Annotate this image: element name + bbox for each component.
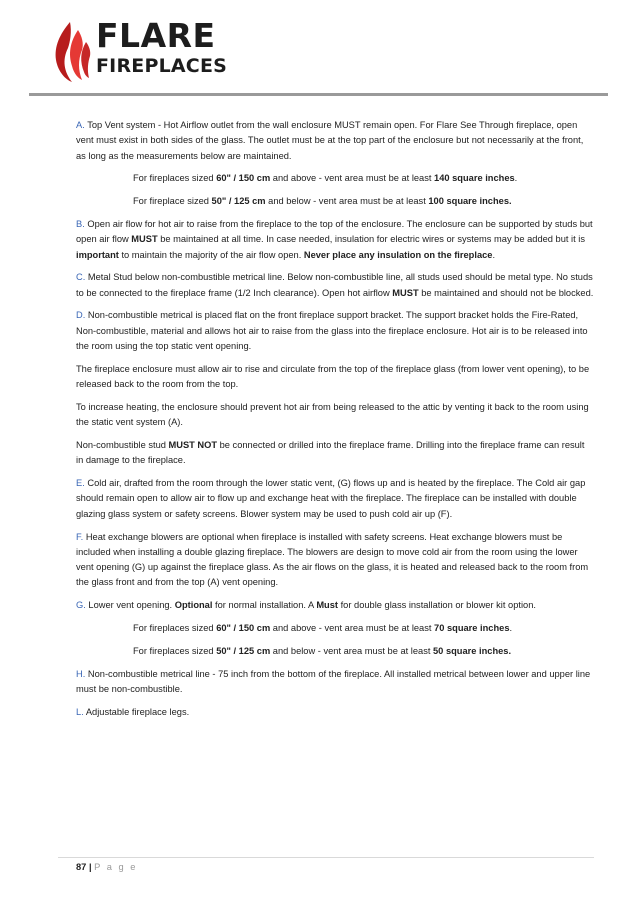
section-text: Non-combustible metrical line - 75 inch from the bottom of the fireplace. All installed metrical between lower and upper line must be non-combustible. — [76, 668, 591, 694]
spec-text: and above - vent area must be at least — [270, 623, 435, 634]
section-d — [76, 308, 594, 354]
section-letter: E. — [76, 478, 85, 489]
section-letter: H. — [76, 668, 86, 679]
section-letter: B. — [76, 218, 85, 229]
spec-text: For fireplaces sized — [133, 645, 217, 656]
section-g-spec-small — [76, 644, 594, 659]
emphasis: important — [76, 249, 119, 260]
spec-area: 100 square inches. — [428, 196, 512, 207]
spec-text: and below - vent area must be at least — [265, 196, 429, 207]
page-label: P a g e — [94, 862, 138, 872]
flare-fireplaces-logo — [52, 16, 228, 84]
section-text: for normal installation. A — [212, 600, 317, 611]
spec-text: and above - vent area must be at least — [270, 173, 435, 184]
spec-text: For fireplace sized — [133, 196, 212, 207]
paragraph-enclosure: The fireplace enclosure must allow air to rise and circulate from the top of the fireplace glass (from lower vent opening), to be released back to the room from the top. — [76, 363, 590, 390]
page-number: 87 — [76, 862, 87, 872]
spec-text: . — [514, 173, 518, 184]
section-letter: A. — [76, 120, 85, 130]
section-l — [76, 705, 594, 720]
section-text: Non-combustible metrical is placed flat on the front fireplace support bracket. The support bracket holds the Fire-Rated, Non-combustible, material and allows hot air to raise from the glass into the fireplace enclosure. Hot air is to be released into the room using the top static vent opening. — [76, 310, 588, 352]
spec-text: For fireplaces sized — [133, 623, 217, 634]
document-body — [76, 118, 594, 728]
section-letter: F. — [76, 531, 84, 542]
section-text: . — [492, 249, 496, 260]
section-text: be connected or drilled into the fireplace frame. Drilling into the fireplace frame can result in damage to the fireplace. — [76, 440, 585, 466]
section-letter: G. — [76, 600, 86, 611]
flame-logo-icon — [52, 20, 92, 84]
spec-size: 60" / 150 cm — [216, 623, 271, 634]
section-text: be maintained and should not be blocked. — [418, 287, 594, 298]
section-e — [76, 476, 594, 522]
spec-size: 50" / 125 cm — [216, 645, 271, 656]
page-header — [0, 0, 638, 96]
section-a-spec-large — [76, 171, 594, 186]
section-g-spec-large — [76, 621, 594, 636]
section-a — [76, 118, 594, 164]
section-text: Lower vent opening. — [85, 600, 175, 611]
spec-area: 70 square inches — [434, 623, 510, 634]
section-f — [76, 530, 594, 591]
footer-divider — [58, 857, 594, 858]
page-footer — [76, 862, 137, 872]
section-text: Open air flow for hot air to raise from the fireplace to the top of the enclosure. The enclosure can be supported by studs but open air flow — [76, 218, 593, 245]
paragraph-stud-warning — [76, 438, 594, 469]
emphasis: Optional — [174, 600, 213, 611]
footer-separator: | — [88, 862, 92, 872]
spec-text: . — [509, 623, 513, 634]
header-divider — [29, 93, 608, 96]
emphasis: Must — [316, 600, 339, 611]
section-text: Cold air, drafted from the room through the lower static vent, (G) flows up and is heated by the fireplace. The Cold air gap should remain open to allow air to flow up and exchange heat with the fireplace. The fireplace can be installed with double glazing glass system or safety screens. Blower system may be used to push cold air up (F). — [76, 478, 586, 519]
spec-size: 50" / 125 cm — [211, 196, 266, 207]
section-b — [76, 217, 594, 263]
emphasis: MUST — [392, 287, 419, 298]
section-text: Heat exchange blowers are optional when fireplace is installed with safety screens. Heat exchange blowers must be included when installing a double glazing fireplace. The blowers are design to move cold air from the room using the lower vent opening (G) up against the fireplace glass. As the air flows on the glass, it is heated and released back to the room from the glass front and from the top (A) vent opening. — [76, 531, 589, 588]
paragraph-heating: To increase heating, the enclosure should prevent hot air from being released to the attic by venting it back to the room using the static vent system (A). — [76, 401, 589, 428]
emphasis: MUST NOT — [168, 440, 218, 451]
emphasis: Never place any insulation on the fireplace — [303, 249, 493, 260]
section-letter: C. — [76, 272, 86, 283]
spec-area: 50 square inches. — [433, 645, 512, 656]
section-text: Non-combustible stud — [76, 440, 169, 451]
section-letter: D. — [76, 310, 86, 321]
section-text: be maintained at all time. In case needed, insulation for electric wires or systems may be added but it is — [157, 234, 585, 245]
spec-area: 140 square inches — [434, 173, 515, 184]
spec-text: For fireplaces sized — [133, 173, 217, 184]
section-h — [76, 667, 594, 698]
logo-text-fireplaces: FIREPLACES — [96, 55, 228, 77]
section-letter: L. — [76, 706, 84, 717]
section-c — [76, 270, 594, 301]
emphasis: MUST — [131, 234, 158, 245]
spec-size: 60" / 150 cm — [216, 173, 271, 184]
section-g — [76, 598, 594, 613]
section-text: to maintain the majority of the air flow open. — [118, 249, 304, 260]
section-text: Adjustable fireplace legs. — [83, 706, 190, 717]
section-text: Top Vent system - Hot Airflow outlet from the wall enclosure MUST remain open. For Flare See Through fireplace, open vent must exist in both sides of the glass. The outlet must be at the top part of the enclosure but not necessarily at the front, as long as the measurements below are maintained. — [76, 120, 584, 161]
section-text: Metal Stud below non-combustible metrical line. Below non-combustible line, all studs used should be metal type. No studs to be connected to the fireplace frame (1/2 Inch clearance). Open hot airflow — [76, 272, 593, 298]
spec-text: and below - vent area must be at least — [270, 645, 434, 656]
logo-text-flare: FLARE — [96, 16, 216, 55]
section-a-spec-small — [76, 194, 594, 209]
section-text: for double glass installation or blower kit option. — [338, 600, 536, 611]
